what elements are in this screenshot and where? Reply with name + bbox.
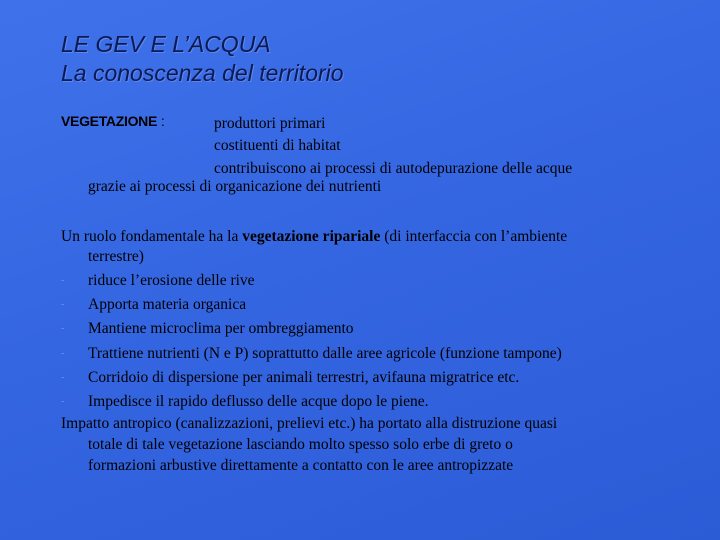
list-item-text: riduce l’erosione delle rive: [88, 272, 255, 289]
vegetazione-item: costituenti di habitat: [214, 137, 341, 155]
vegetazione-list: [214, 113, 572, 180]
list-item-text: Mantiene microclima per ombreggiamento: [88, 320, 354, 338]
vegetazione-heading: [61, 112, 165, 130]
list-item: [61, 317, 661, 341]
list-item: [61, 269, 661, 293]
vegetazione-continuation: grazie ai processi di organicazione dei nutrienti: [88, 178, 382, 195]
ruolo-intro-text: Un ruolo fondamentale ha la: [61, 228, 243, 245]
title-line-1: LE GEV E L’ACQUA: [61, 31, 271, 57]
list-item: [61, 366, 661, 390]
vegetazione-item: produttori primari: [214, 115, 326, 132]
dash-bullet-icon: -: [61, 347, 65, 359]
vegetazione-label: VEGETAZIONE: [61, 113, 158, 129]
ruolo-intro-bold: vegetazione ripariale: [242, 228, 381, 245]
list-item: [61, 342, 661, 366]
list-item-text: Trattiene nutrienti (N e P) soprattutto dalle aree agricole (funzione tampone): [88, 344, 562, 362]
vegetazione-colon: :: [157, 113, 165, 129]
ruolo-intro-after: (di interfaccia con l’ambiente: [380, 228, 568, 245]
ruolo-intro-cont: terrestre): [88, 248, 144, 265]
list-item: [61, 390, 661, 414]
title-line-2: La conoscenza del territorio: [61, 60, 344, 86]
list-item-text: Corridoio di dispersione per animali terrestri, avifauna migratrice etc.: [88, 368, 520, 386]
list-item: [61, 293, 661, 317]
impatto-line-2: totale di tale vegetazione lasciando molto spesso solo erbe di greto o: [88, 436, 513, 454]
ruolo-intro: [61, 227, 661, 247]
dash-bullet-icon: -: [61, 396, 65, 408]
ruolo-paragraph: [61, 227, 661, 476]
dash-bullet-icon: -: [61, 299, 65, 311]
dash-bullet-icon: -: [61, 275, 65, 286]
impatto-line-1: Impatto antropico (canalizzazioni, prelievi etc.) ha portato alla distruzione quasi: [61, 415, 558, 433]
list-item-text: Impedisce il rapido deflusso delle acque dopo le piene.: [88, 393, 429, 411]
impatto-line-3: formazioni arbustive direttamente a contatto con le aree antropizzate: [88, 457, 514, 475]
slide-title: [61, 30, 344, 88]
list-item-text: Apporta materia organica: [88, 296, 247, 314]
dash-bullet-icon: -: [61, 371, 65, 383]
dash-bullet-icon: -: [61, 323, 65, 335]
vegetazione-item: contribuiscono ai processi di autodepurazione delle acque: [214, 159, 573, 177]
